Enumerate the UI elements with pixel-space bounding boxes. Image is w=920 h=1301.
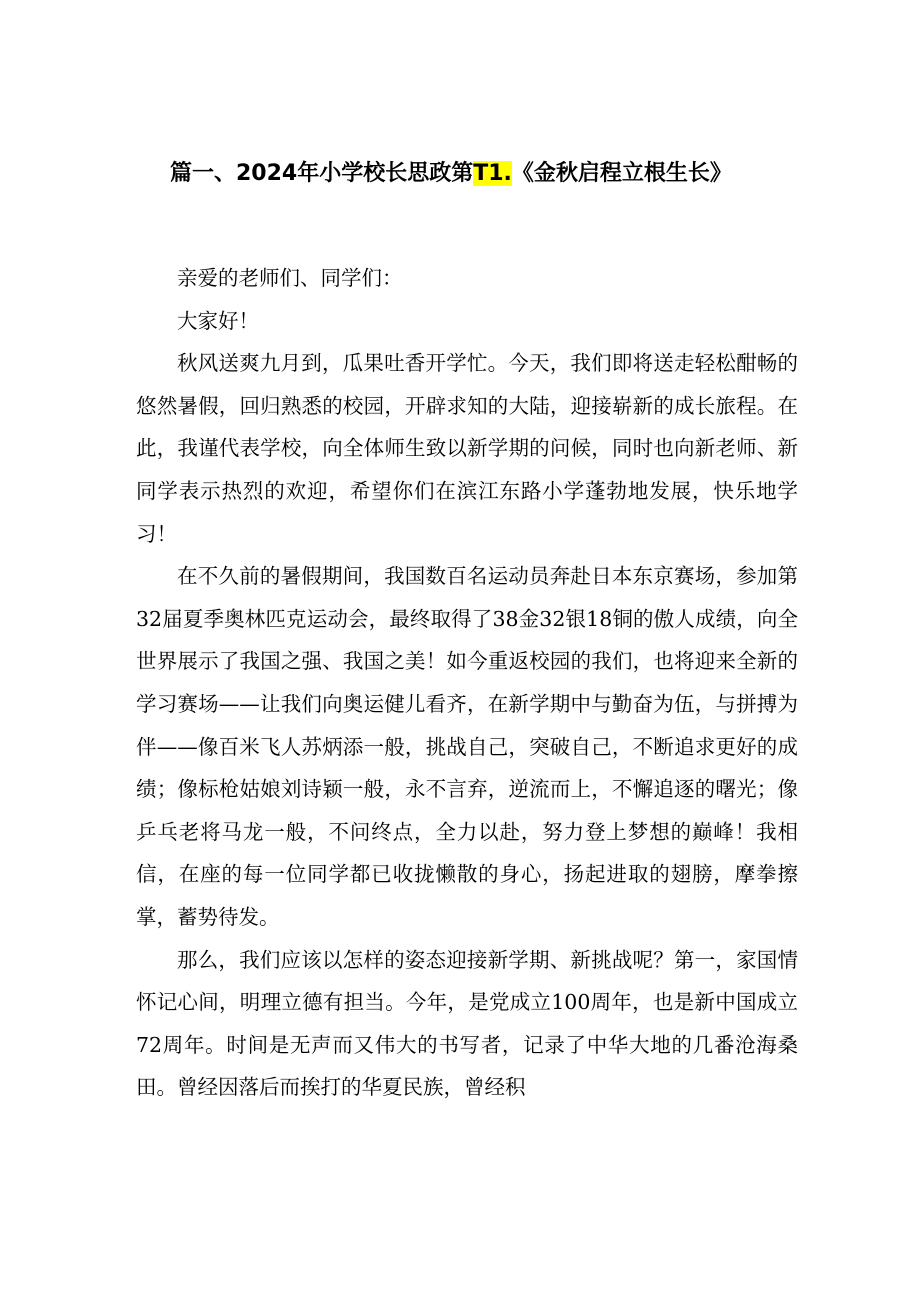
title-prefix: 篇一、2024年小学校长思政第 [170, 161, 474, 186]
body-paragraph: 秋风送爽九月到，瓜果吐香开学忙。今天，我们即将送走轻松酣畅的悠然暑假，回归熟悉的校园，开辟求知的大陆，迎接崭新的成长旅程。在此，我谨代表学校，向全体师生致以新学期的问候，同时也向新老师、新同学表示热烈的欢迎，希望你们在滨江东路小学蓬勃地发展，快乐地学习！ [136, 351, 798, 546]
salutation: 亲爱的老师们、同学们： [177, 266, 403, 290]
document-title [170, 156, 810, 187]
greeting: 大家好！ [177, 308, 259, 333]
body-paragraph: 那么，我们应该以怎样的姿态迎接新学期、新挑战呢？第一，家国情怀记心间，明理立德有担当。今年，是党成立100周年，也是新中国成立72周年。时间是无声而又伟大的书写者，记录了中华大地的几番沧海桑田。曾经因落后而挨打的华夏民族，曾经积 [136, 947, 798, 1100]
body-paragraph: 在不久前的暑假期间，我国数百名运动员奔赴日本东京赛场，参加第32届夏季奥林匹克运动会，最终取得了38金32银18铜的傲人成绩，向全世界展示了我国之强、我国之美！如今重返校园的我们，也将迎来全新的学习赛场——让我们向奥运健儿看齐，在新学期中与勤奋为伍，与拼搏为伴——像百米飞人苏炳添一般，挑战自己，突破自己，不断追求更好的成绩；像标枪姑娘刘诗颖一般，永不言弃，逆流而上，不懈追逐的曙光；像乒乓老将马龙一般，不问终点，全力以赴，努力登上梦想的巅峰！我相信，在座的每一位同学都已收拢懒散的身心，扬起进取的翅膀，摩拳擦掌，蓄势待发。 [136, 564, 798, 929]
document-body [136, 257, 798, 1109]
title-highlight: T1. [473, 161, 512, 186]
title-suffix: 《金秋启程立根生长》 [511, 161, 732, 186]
